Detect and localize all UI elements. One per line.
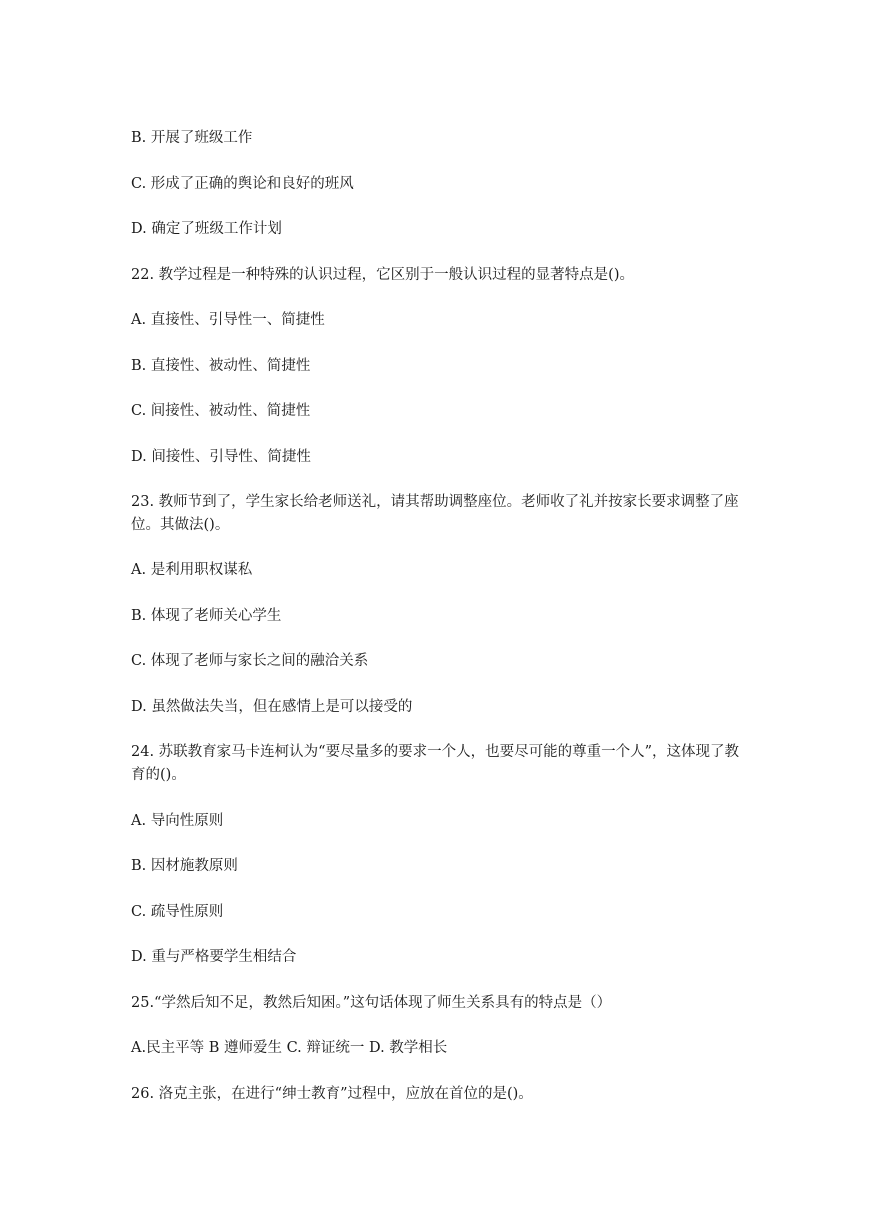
question-22: 22. 教学过程是一种特殊的认识过程，它区别于一般认识过程的显著特点是()。 (131, 267, 634, 283)
option-c-q21: C. 形成了正确的舆论和良好的班风 (131, 176, 354, 192)
option-d-q21: D. 确定了班级工作计划 (131, 221, 282, 237)
option-b-q23: B. 体现了老师关心学生 (131, 608, 282, 624)
option-a-q24: A. 导向性原则 (131, 813, 224, 829)
question-25: 25.“学然后知不足，教然后知困。”这句话体现了师生关系具有的特点是（） (131, 995, 612, 1011)
option-b-q24: B. 因材施教原则 (131, 858, 238, 874)
question-23: 23. 教师节到了，学生家长给老师送礼，请其帮助调整座位。老师收了礼并按家长要求调整了座位。其做法()。 (131, 494, 739, 533)
option-c-q22: C. 间接性、被动性、简捷性 (131, 403, 311, 419)
option-b-q22: B. 直接性、被动性、简捷性 (131, 358, 311, 374)
option-d-q23: D. 虽然做法失当，但在感情上是可以接受的 (131, 699, 413, 715)
option-d-q22: D. 间接性、引导性、简捷性 (131, 449, 311, 465)
options-q25: A.民主平等 B 遵师爱生 C. 辩证统一 D. 教学相长 (131, 1040, 448, 1056)
option-c-q23: C. 体现了老师与家长之间的融洽关系 (131, 653, 369, 669)
option-c-q24: C. 疏导性原则 (131, 904, 224, 920)
option-a-q23: A. 是利用职权谋私 (131, 562, 253, 578)
option-a-q22: A. 直接性、引导性一、简捷性 (131, 312, 325, 328)
question-24: 24. 苏联教育家马卡连柯认为“要尽量多的要求一个人，也要尽可能的尊重一个人”，这体现了教育的()。 (131, 744, 739, 783)
question-26: 26. 洛克主张，在进行“绅士教育”过程中，应放在首位的是()。 (131, 1086, 533, 1102)
option-b-q21: B. 开展了班级工作 (131, 130, 253, 146)
option-d-q24: D. 重与严格要学生相结合 (131, 949, 297, 965)
